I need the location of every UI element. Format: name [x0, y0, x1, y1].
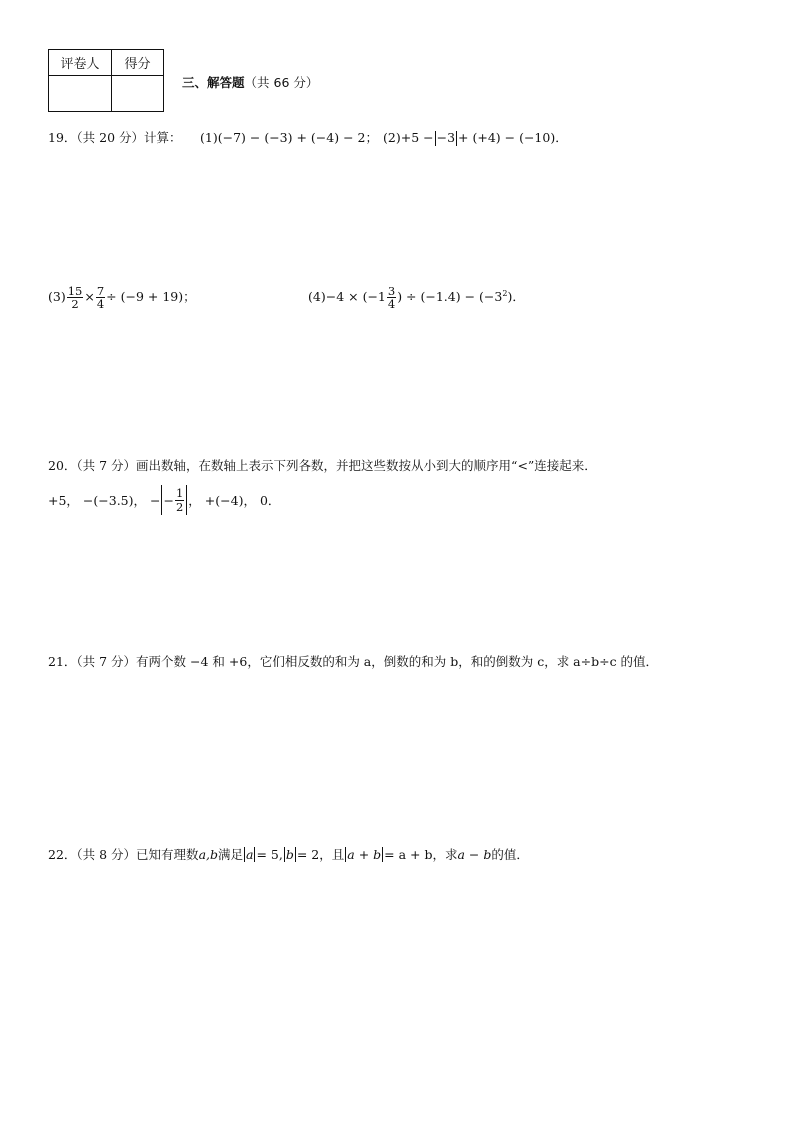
abs-bar-left: [161, 485, 162, 515]
part-2-prefix: (2): [383, 130, 401, 145]
number-plus-neg-4: +(−4)，: [204, 493, 256, 508]
abs-bar-right: [186, 485, 187, 515]
abs-bar-right: [382, 847, 383, 862]
number-neg-half-sign: −: [163, 492, 174, 508]
score-table: [48, 49, 164, 112]
fraction-1-over-2: $\frac{1}{2}$: [175, 486, 184, 514]
part-1-prefix: (1): [200, 130, 218, 145]
section-points: （共 66 分）: [244, 75, 319, 90]
variables-a-b: a,b: [198, 846, 218, 862]
abs-bar-left: [244, 847, 245, 862]
abs-bar-right: [295, 847, 296, 862]
abs-a-plus-b: a + b: [347, 846, 382, 862]
abs-bar-left: [435, 131, 436, 146]
text-value: 的值．: [491, 847, 529, 862]
text-satisfy: 满足: [218, 847, 244, 862]
fraction-7-over-4: $\frac{7}{4}$: [96, 284, 105, 312]
text-equals-5: = 5,: [256, 846, 283, 862]
part-3-rest: ÷ (−9 + 19)；: [106, 289, 196, 305]
part-4-prefix: (4): [308, 289, 326, 305]
abs-bar-left: [284, 847, 285, 862]
question-20-label: 20．（共 7 分）画出数轴，在数轴上表示下列各数，并把这些数按从小到大的顺序用“<”连接起来．: [48, 458, 597, 473]
part-4-expression-a: −4 × (−1: [325, 289, 386, 305]
question-19-header: [48, 128, 182, 146]
abs-a: a: [246, 846, 254, 862]
question-19-part-4: [308, 285, 525, 310]
score-table-header-score: 得分: [112, 50, 164, 76]
fraction-15-over-2: $\frac{15}{2}$: [67, 284, 83, 312]
number-separator: ，: [188, 493, 201, 508]
part-2-expression-a: +5 −: [400, 130, 434, 145]
number-plus-5: +5，: [48, 493, 79, 508]
part-4-expression-b: ) ÷ (−1.4) − (−3: [397, 289, 503, 305]
text-equals-2: = 2，且: [296, 847, 345, 862]
question-22-label: 22．（共 8 分）已知有理数: [48, 847, 199, 862]
section-number: 三、: [182, 75, 208, 90]
abs-bar-left: [345, 847, 346, 862]
section-title: [182, 73, 318, 91]
part-2-expression-c: + (+4) − (−10)．: [458, 130, 568, 145]
score-table-header-grader: 评卷人: [49, 50, 112, 76]
times-sign: ×: [84, 289, 95, 305]
fraction-3-over-4: $\frac{3}{4}$: [387, 284, 396, 312]
question-19-part-1: [200, 128, 378, 146]
number-zero: 0．: [259, 493, 281, 508]
question-22: [48, 845, 529, 863]
question-19-part-2: [383, 128, 568, 146]
text-equals-a-plus-b: = a + b，求: [384, 847, 458, 862]
abs-bar-right: [254, 847, 255, 862]
score-table-cell-score[interactable]: [112, 76, 164, 112]
part-1-expression: (−7) − (−3) + (−4) − 2；: [217, 130, 378, 145]
part-2-abs-value: −3: [436, 130, 456, 145]
abs-bar-right: [456, 131, 457, 146]
number-neg-abs-sign: −: [150, 492, 161, 508]
section-name: 解答题: [207, 75, 245, 90]
part-4-expression-c: )．: [507, 289, 525, 305]
question-19-label: 19．（共 20 分）计算：: [48, 130, 182, 145]
score-table-cell-grader[interactable]: [49, 76, 112, 112]
question-19-part-3: [48, 285, 196, 310]
question-21-label: 21．（共 7 分）有两个数 −4 和 +6，它们相反数的和为 a，倒数的和为 b，和的倒数为 c，求 a÷b÷c 的值．: [48, 654, 659, 669]
question-20-numbers: [48, 483, 280, 517]
exponent: 2: [502, 288, 508, 298]
expression-a-minus-b: a − b: [457, 846, 492, 862]
number-neg-neg-3-5: −(−3.5)，: [82, 493, 147, 508]
abs-b: b: [285, 846, 294, 862]
part-3-prefix: (3): [48, 289, 66, 305]
